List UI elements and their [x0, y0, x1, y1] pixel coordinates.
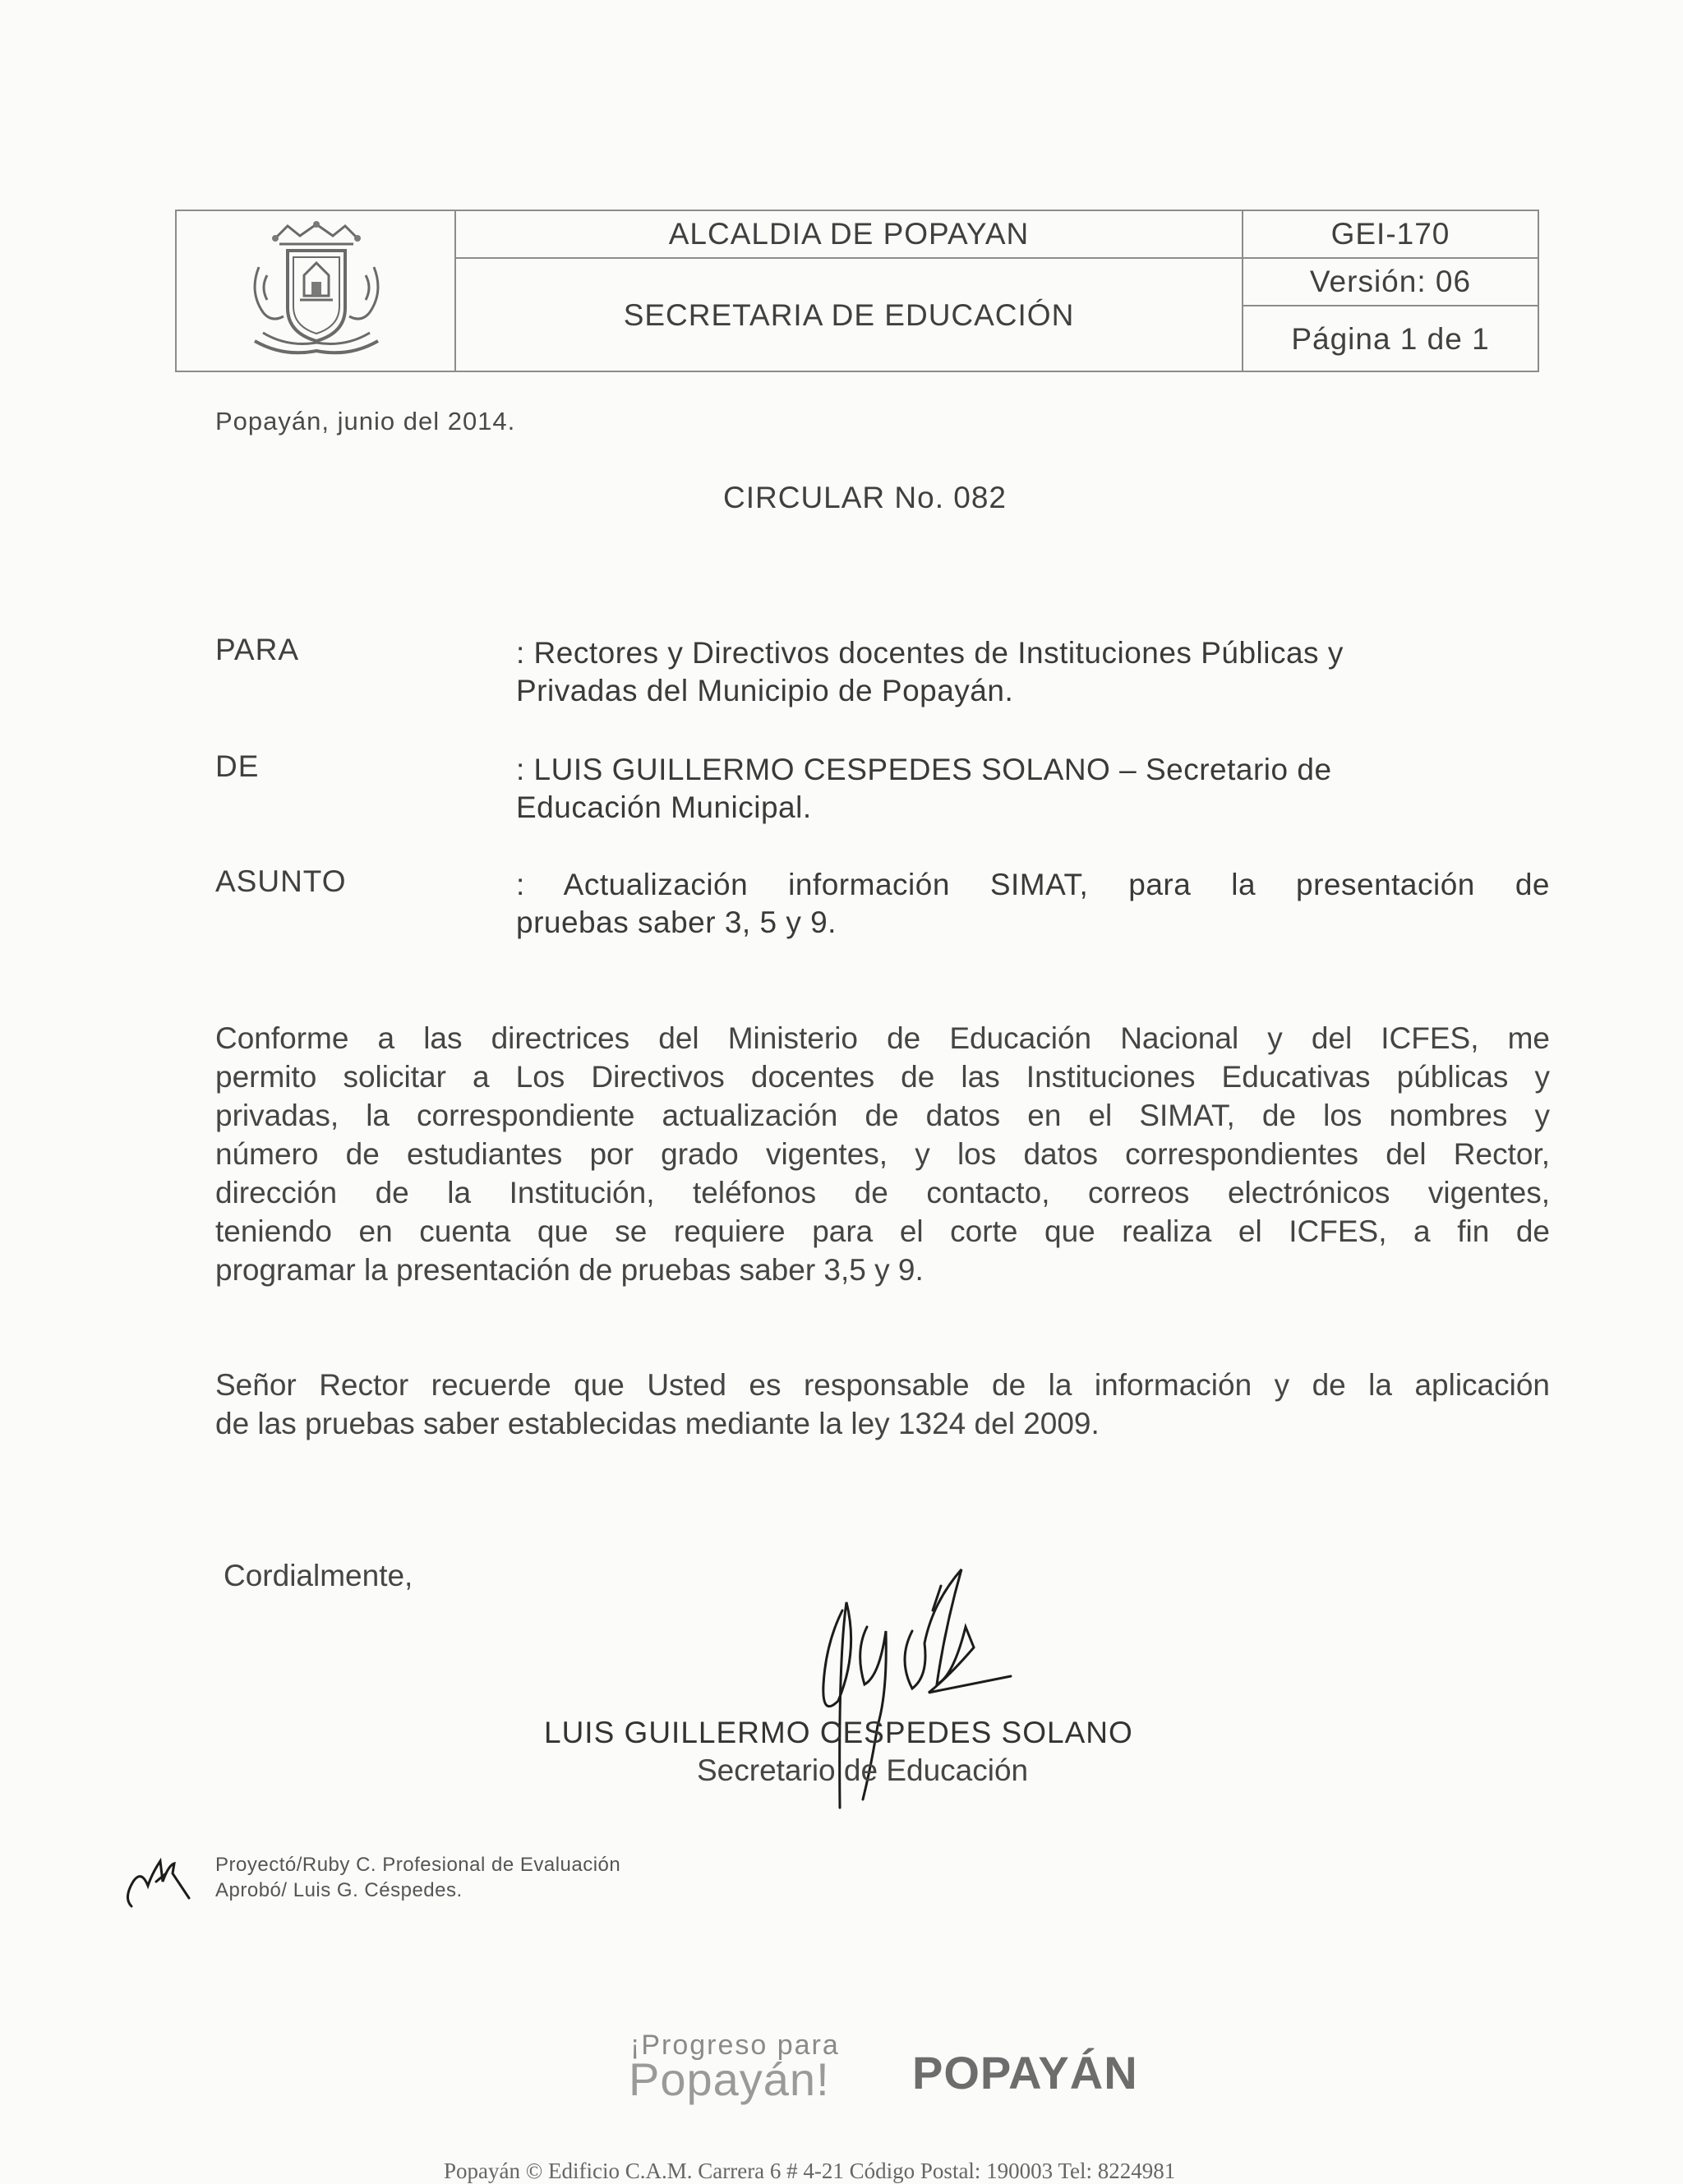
body-line: programar la presentación de pruebas saber 3,5 y 9.	[215, 1253, 924, 1287]
body-line: Señor Rector recuerde que Usted es responsable de la información y de la aplicación	[215, 1368, 1550, 1402]
asunto-label: ASUNTO	[215, 864, 347, 898]
header-doc-code: GEI-170	[1330, 217, 1450, 251]
credits-line-1: Proyectó/Ruby C. Profesional de Evaluación	[215, 1854, 621, 1876]
footer-brand: POPAYÁN	[912, 2047, 1138, 2099]
body-line: permito solicitar a Los Directivos docentes de las Instituciones Educativas públicas y	[215, 1060, 1550, 1094]
initials-mark	[123, 1849, 197, 1914]
coat-of-arms-logo	[242, 218, 390, 366]
body-line: Conforme a las directrices del Ministerio de Educación Nacional y del ICFES, me	[215, 1021, 1550, 1055]
body-line: teniendo en cuenta que se requiere para el corte que realiza el ICFES, a fin de	[215, 1214, 1550, 1248]
circular-title: CIRCULAR No. 082	[723, 481, 1007, 514]
body-paragraph-2	[215, 1366, 1550, 1443]
body-line: privadas, la correspondiente actualización de datos en el SIMAT, de los nombres y	[215, 1099, 1550, 1132]
asunto-value-line2: pruebas saber 3, 5 y 9.	[516, 905, 837, 939]
body-line: dirección de la Institución, teléfonos de contacto, correos electrónicos vigentes,	[215, 1176, 1550, 1209]
signatory-name: LUIS GUILLERMO CESPEDES SOLANO	[544, 1716, 1133, 1749]
de-value-line2: Educación Municipal.	[516, 790, 812, 824]
de-label: DE	[215, 749, 260, 783]
body-line: de las pruebas saber establecidas mediante la ley 1324 del 2009.	[215, 1407, 1100, 1440]
para-label: PARA	[215, 633, 300, 666]
header-table	[175, 210, 1539, 372]
asunto-value-line1: : Actualización información SIMAT, para la presentación de	[516, 868, 1550, 901]
header-department: SECRETARIA DE EDUCACIÓN	[623, 298, 1075, 332]
footer-slogan-line1: ¡Progreso para	[630, 2030, 840, 2061]
de-value-line1: : LUIS GUILLERMO CESPEDES SOLANO – Secretario de	[516, 753, 1332, 786]
credits-line-2: Aprobó/ Luis G. Céspedes.	[215, 1879, 463, 1901]
signatory-title: Secretario de Educación	[697, 1753, 1029, 1787]
date-line: Popayán, junio del 2014.	[215, 407, 516, 435]
header-version: Versión: 06	[1309, 265, 1472, 298]
closing: Cordialmente,	[224, 1559, 413, 1592]
header-page-number: Página 1 de 1	[1291, 322, 1490, 356]
para-value-line1: : Rectores y Directivos docentes de Instituciones Públicas y	[516, 636, 1344, 670]
body-paragraph-1	[215, 1019, 1550, 1289]
para-value-line2: Privadas del Municipio de Popayán.	[516, 674, 1014, 707]
footer-slogan-line2: Popayán!	[629, 2053, 830, 2105]
body-line: número de estudiantes por grado vigentes, y los datos correspondientes del Rector,	[215, 1137, 1550, 1171]
footer-address: Popayán © Edificio C.A.M. Carrera 6 # 4-21 Código Postal: 190003 Tel: 8224981	[444, 2159, 1176, 2183]
header-org-name: ALCALDIA DE POPAYAN	[668, 217, 1030, 251]
